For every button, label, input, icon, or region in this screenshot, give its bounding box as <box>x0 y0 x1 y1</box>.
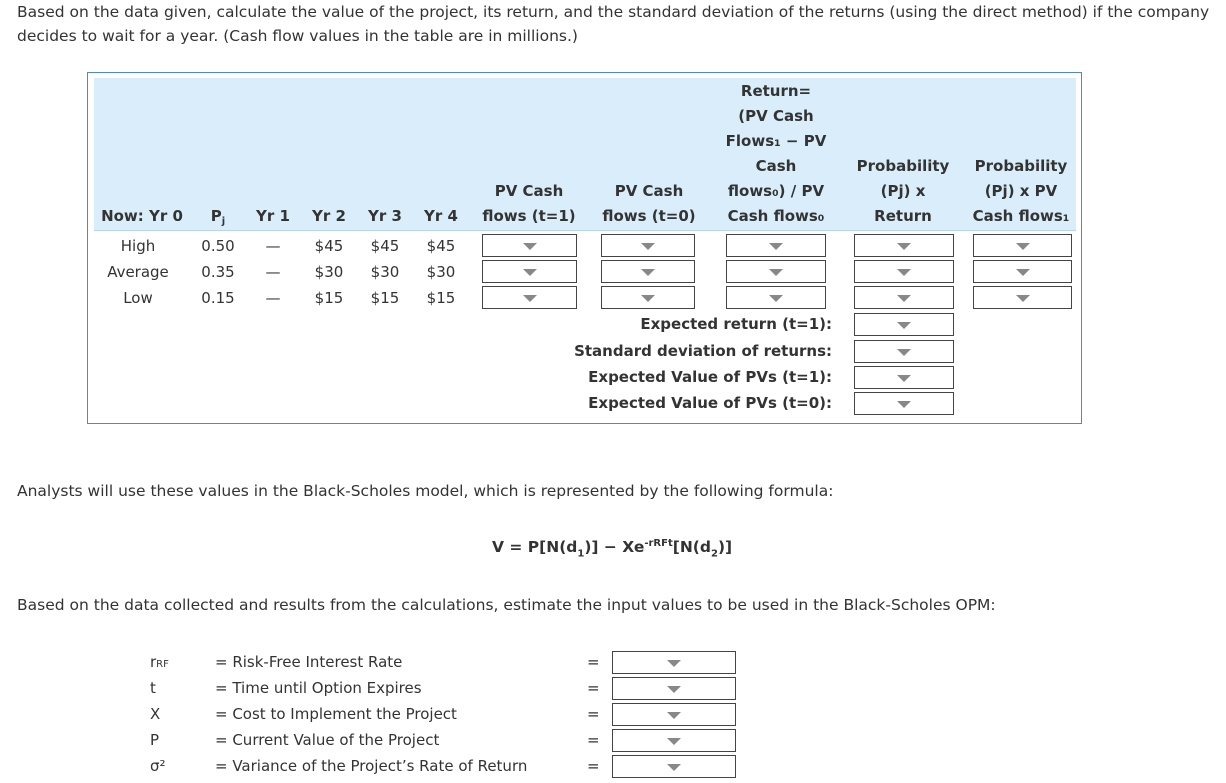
chevron-down-icon <box>769 243 783 250</box>
std-dev-dropdown[interactable] <box>854 340 954 363</box>
row-low-yr3: $15 <box>370 289 400 307</box>
row-high-scenario: High <box>120 237 156 255</box>
estimate-intro-text: Based on the data collected and results from the calculations, estimate the input values to be used in the Black-Scholes OPM: <box>17 596 996 614</box>
black-scholes-formula: $V = P[N(d_1)] - Xe^{-rRFt}[N(d_2)]$ <box>492 538 733 560</box>
desc-rrf: = Risk-Free Interest Rate <box>215 653 403 671</box>
row-high-yr2: $45 <box>314 237 344 255</box>
row-low-yr1: — <box>265 289 281 307</box>
symbol-rrf: rRF <box>150 653 169 671</box>
header-return: Return= (PV Cash Flows₁ − PV Cash flows₀) / PV Cash flows₀ <box>725 82 827 225</box>
header-yr3: Yr 3 <box>368 207 402 225</box>
header-pv1: PV Cash flows (t=1) <box>482 182 576 225</box>
desc-x: = Cost to Implement the Project <box>215 705 457 723</box>
row-average-yr4: $30 <box>426 263 456 281</box>
prob-return-high-dropdown[interactable] <box>854 234 954 257</box>
ev-pv0-dropdown[interactable] <box>854 392 954 415</box>
row-high-yr4: $45 <box>426 237 456 255</box>
desc-t: = Time until Option Expires <box>215 679 422 697</box>
equals-sigma: = <box>587 757 600 775</box>
chevron-down-icon <box>769 295 783 302</box>
desc-sigma: = Variance of the Project’s Rate of Return <box>215 757 528 775</box>
row-high-pj: 0.50 <box>201 237 235 255</box>
ev-pv1-label: Expected Value of PVs (t=1): <box>588 368 832 386</box>
header-prob-pv: Probability (Pj) x PV Cash flows₁ <box>972 157 1070 225</box>
desc-p: = Current Value of the Project <box>215 731 440 749</box>
equals-p: = <box>587 731 600 749</box>
chevron-down-icon <box>667 712 681 719</box>
chevron-down-icon <box>897 349 911 356</box>
pv1-low-dropdown[interactable] <box>482 286 577 309</box>
chevron-down-icon <box>897 243 911 250</box>
chevron-down-icon <box>641 243 655 250</box>
ev-pv1-dropdown[interactable] <box>854 366 954 389</box>
header-yr2: Yr 2 <box>312 207 346 225</box>
chevron-down-icon <box>667 738 681 745</box>
std-dev-label: Standard deviation of returns: <box>574 342 832 360</box>
header-yr4: Yr 4 <box>424 207 458 225</box>
row-low-yr4: $15 <box>426 289 456 307</box>
equals-rrf: = <box>587 653 600 671</box>
bs-intro-text: Analysts will use these values in the Black-Scholes model, which is represented by the following formula: <box>17 482 834 500</box>
ev-pv0-label: Expected Value of PVs (t=0): <box>588 394 832 412</box>
x-dropdown[interactable] <box>612 703 736 726</box>
row-average-pj: 0.35 <box>201 263 235 281</box>
row-high-yr3: $45 <box>370 237 400 255</box>
chevron-down-icon <box>641 269 655 276</box>
prob-pv-average-dropdown[interactable] <box>973 260 1072 283</box>
chevron-down-icon <box>897 269 911 276</box>
expected-return-label: Expected return (t=1): <box>640 315 832 333</box>
pv0-low-dropdown[interactable] <box>601 286 695 309</box>
symbol-t: t <box>150 679 156 697</box>
chevron-down-icon <box>667 764 681 771</box>
row-low-pj: 0.15 <box>201 289 235 307</box>
row-high-yr1: — <box>265 237 281 255</box>
header-pj: $P_j$ <box>210 207 226 227</box>
equals-x: = <box>587 705 600 723</box>
chevron-down-icon <box>897 322 911 329</box>
row-average-yr3: $30 <box>370 263 400 281</box>
symbol-sigma: σ² <box>150 757 166 775</box>
header-scenario: Now: Yr 0 <box>101 207 183 225</box>
chevron-down-icon <box>523 269 537 276</box>
chevron-down-icon <box>523 243 537 250</box>
row-average-yr1: — <box>265 263 281 281</box>
chevron-down-icon <box>667 660 681 667</box>
row-low-scenario: Low <box>123 289 153 307</box>
return-high-dropdown[interactable] <box>726 234 826 257</box>
prob-pv-low-dropdown[interactable] <box>973 286 1072 309</box>
chevron-down-icon <box>1016 269 1030 276</box>
rrf-dropdown[interactable] <box>612 651 736 674</box>
pv0-average-dropdown[interactable] <box>601 260 695 283</box>
prob-return-average-dropdown[interactable] <box>854 260 954 283</box>
row-average-scenario: Average <box>107 263 169 281</box>
return-average-dropdown[interactable] <box>726 260 826 283</box>
chevron-down-icon <box>667 686 681 693</box>
header-prob-return: Probability (Pj) x Return <box>856 157 950 225</box>
chevron-down-icon <box>897 375 911 382</box>
prob-return-low-dropdown[interactable] <box>854 286 954 309</box>
t-dropdown[interactable] <box>612 677 736 700</box>
sigma-dropdown[interactable] <box>612 755 736 778</box>
chevron-down-icon <box>1016 243 1030 250</box>
header-yr1: Yr 1 <box>256 207 290 225</box>
chevron-down-icon <box>769 269 783 276</box>
intro-text: Based on the data given, calculate the value of the project, its return, and the standard deviation of the returns (using the direct method) if the company decides to wait for a year. (Cash flow values in the table are in millions.) <box>17 3 1210 45</box>
chevron-down-icon <box>897 401 911 408</box>
symbol-p: P <box>150 731 160 749</box>
chevron-down-icon <box>641 295 655 302</box>
chevron-down-icon <box>897 295 911 302</box>
row-low-yr2: $15 <box>314 289 344 307</box>
chevron-down-icon <box>1016 295 1030 302</box>
p-dropdown[interactable] <box>612 729 736 752</box>
equals-t: = <box>587 679 600 697</box>
pv1-high-dropdown[interactable] <box>482 234 577 257</box>
header-pv0: PV Cash flows (t=0) <box>602 182 696 225</box>
pv0-high-dropdown[interactable] <box>601 234 695 257</box>
symbol-x: X <box>150 705 161 723</box>
prob-pv-high-dropdown[interactable] <box>973 234 1072 257</box>
chevron-down-icon <box>523 295 537 302</box>
return-low-dropdown[interactable] <box>726 286 826 309</box>
row-average-yr2: $30 <box>314 263 344 281</box>
expected-return-dropdown[interactable] <box>854 313 954 336</box>
pv1-average-dropdown[interactable] <box>482 260 577 283</box>
